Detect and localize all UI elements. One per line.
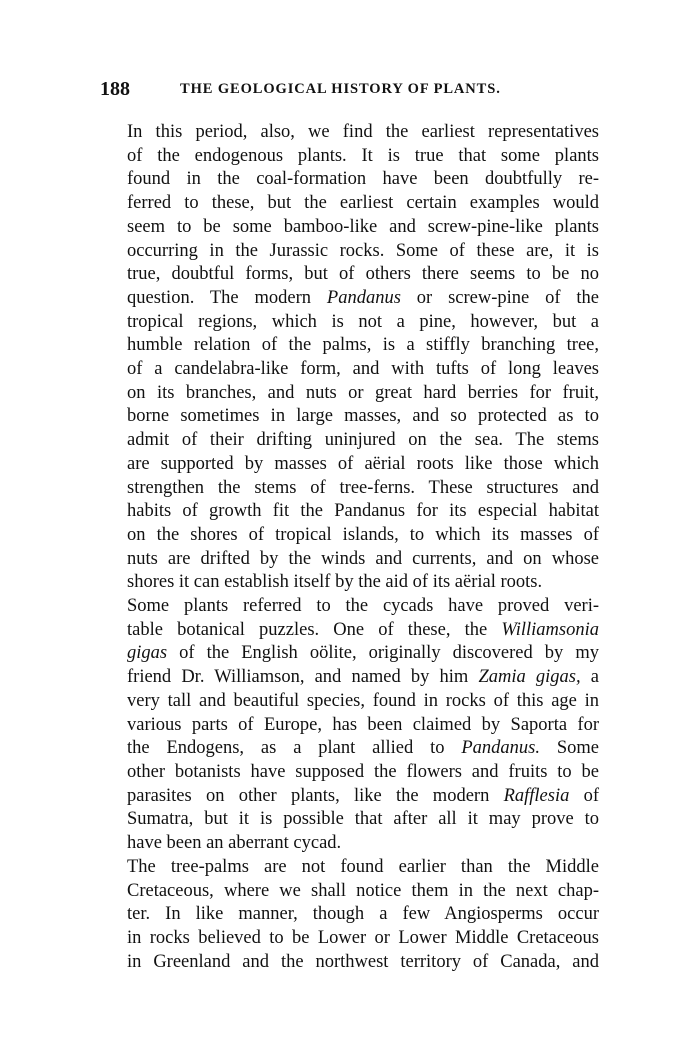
- text-line: [102, 737, 599, 761]
- page-header: [100, 78, 600, 108]
- text-line: admit of their drifting uninjured on the sea. The stems: [127, 430, 599, 451]
- text-line: strengthen the stems of tree-ferns. These structures and: [127, 477, 599, 498]
- text-line: various parts of Europe, has been claimed by Saporta for: [127, 714, 599, 735]
- text-line: on the shores of tropical islands, to which its masses of: [127, 524, 599, 545]
- text-line: tropical regions, which is not a pine, however, but a: [127, 311, 599, 332]
- text-line: Cretaceous, where we shall notice them in the next chap-: [127, 880, 599, 901]
- text-line: have been an aberrant cycad.: [127, 833, 342, 854]
- text-segment: parasites on other plants, like the modern: [127, 785, 504, 806]
- text-segment: of: [569, 785, 599, 806]
- running-head: THE GEOLOGICAL HISTORY OF PLANTS.: [180, 81, 501, 97]
- text-line: borne sometimes in large masses, and so protected as to: [127, 406, 599, 427]
- text-line: Sumatra, but it is possible that after all it may prove to: [127, 809, 599, 830]
- italic-term: Williamsonia: [501, 619, 599, 640]
- text-line: true, doubtful forms, but of others there seems to be no: [127, 264, 599, 285]
- text-line: other botanists have supposed the flowers and fruits to be: [127, 761, 599, 782]
- text-line: nuts are drifted by the winds and currents, and on whose: [127, 548, 599, 569]
- text-line: occurring in the Jurassic rocks. Some of these are, it is: [127, 240, 599, 261]
- text-segment: a: [580, 667, 599, 688]
- italic-term: Pandanus: [326, 287, 401, 308]
- italic-term: gigas: [127, 643, 168, 664]
- text-line: in Greenland and the northwest territory of Canada, and: [127, 951, 599, 972]
- text-segment: question. The modern: [127, 287, 327, 308]
- text-line: very tall and beautiful species, found in rocks of this age in: [127, 690, 599, 711]
- text-segment: table botanical puzzles. One of these, the: [127, 619, 502, 640]
- text-line: of a candelabra-like form, and with tufts of long leaves: [127, 359, 599, 380]
- text-line: The tree-palms are not found earlier than the Middle: [127, 856, 599, 877]
- text-line: In this period, also, we find the earliest representatives: [127, 122, 599, 142]
- text-line: humble relation of the palms, is a stiffly branching tree,: [127, 335, 599, 356]
- body-text: [102, 121, 599, 974]
- italic-term: Zamia gigas,: [478, 667, 581, 688]
- text-line: [102, 287, 599, 311]
- paragraph-1: [102, 121, 599, 595]
- text-line: of the endogenous plants. It is true that some plants: [127, 145, 599, 166]
- text-segment: of the English oölite, originally discovered by my: [167, 643, 599, 664]
- text-line: seem to be some bamboo-like and screw-pine-like plants: [127, 216, 599, 237]
- text-line: ter. In like manner, though a few Angiosperms occur: [127, 904, 599, 925]
- text-segment: Some: [539, 738, 599, 759]
- text-line: ferred to these, but the earliest certain examples would: [127, 193, 599, 214]
- text-line: found in the coal-formation have been doubtfully re-: [127, 169, 599, 190]
- text-line: [102, 666, 599, 690]
- text-line: habits of growth fit the Pandanus for its especial habitat: [127, 501, 599, 522]
- italic-term: Pandanus.: [461, 738, 540, 759]
- text-segment: the Endogens, as a plant allied to: [127, 738, 462, 759]
- text-line: Some plants referred to the cycads have proved veri-: [127, 596, 599, 617]
- paragraph-2: [102, 595, 599, 856]
- paragraph-3: [102, 856, 599, 975]
- text-line: [102, 785, 599, 809]
- text-line: [102, 619, 599, 643]
- text-segment: friend Dr. Williamson, and named by him: [127, 667, 479, 688]
- italic-term: Rafflesia: [503, 785, 570, 806]
- text-segment: or screw-pine of the: [400, 287, 600, 308]
- text-line: shores it can establish itself by the aid of its aërial roots.: [127, 572, 543, 593]
- text-line: in rocks believed to be Lower or Lower Middle Cretaceous: [127, 927, 599, 948]
- text-line: are supported by masses of aërial roots like those which: [127, 453, 599, 474]
- text-line: on its branches, and nuts or great hard berries for fruit,: [127, 382, 599, 403]
- page-number: 188: [100, 78, 130, 100]
- text-line: [102, 642, 599, 666]
